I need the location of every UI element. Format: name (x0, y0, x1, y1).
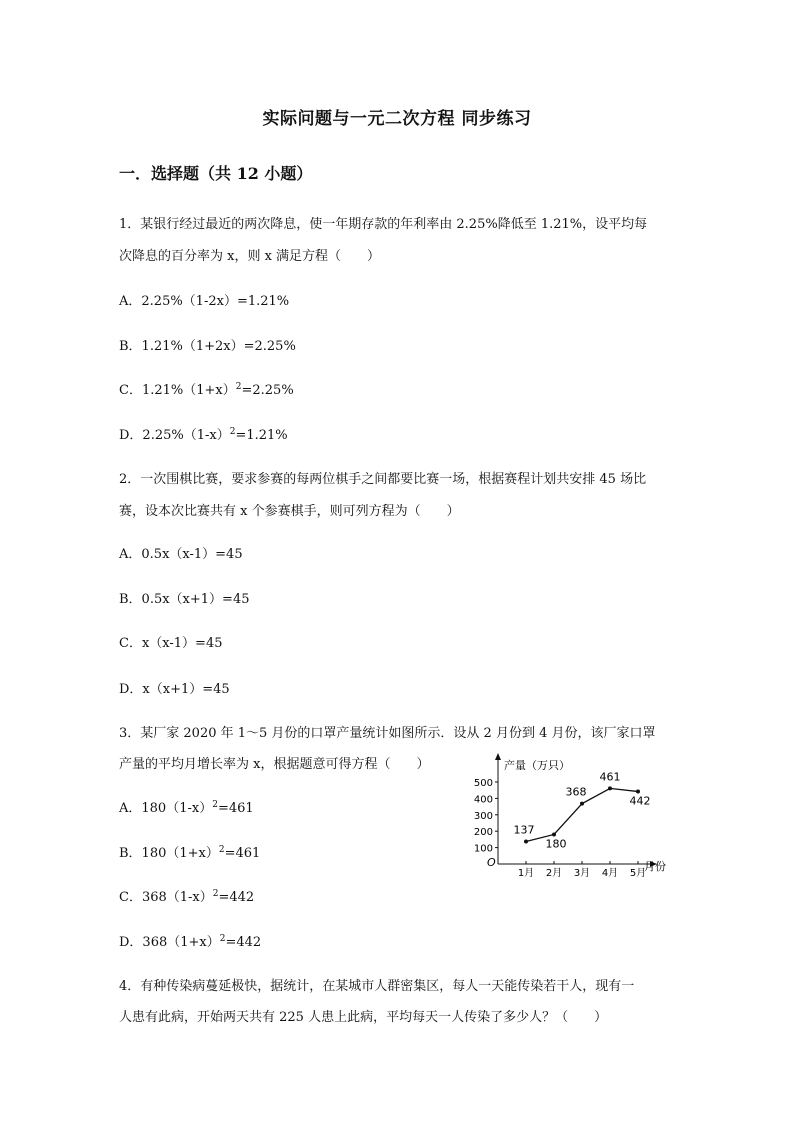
data-label: 180 (545, 837, 567, 851)
data-label: 137 (513, 823, 535, 837)
data-point (580, 802, 584, 806)
x-tick-label: 5月 (629, 868, 647, 877)
q1-option-a: A．2.25%（1-2x）=1.21% (119, 294, 290, 309)
y-axis-arrow (495, 753, 501, 760)
q1-option-b: B．1.21%（1+2x）=2.25% (119, 339, 296, 354)
origin-label: O (487, 856, 496, 869)
page-title: 实际问题与一元二次方程 同步练习 (262, 109, 532, 129)
y-tick-label: 200 (473, 827, 493, 839)
q1-option-d: D．$2.25\%(1-x)^2=1.21\%$ (119, 427, 288, 443)
x-tick-label: 2月 (545, 868, 563, 877)
data-point (608, 786, 612, 790)
x-axis-label: 月份 (644, 860, 666, 873)
y-tick-label: 300 (473, 810, 493, 822)
q3-stem-line2: 产量的平均月增长率为 x，根据题意可得方程（ ） (119, 757, 430, 772)
x-tick-label: 3月 (573, 868, 591, 877)
section-heading: 一．选择题（共 12 小题） (119, 164, 313, 183)
q1-stem-line2: 次降息的百分率为 x，则 x 满足方程（ ） (119, 249, 381, 264)
q3-option-d: D．$368(1+x)^2=442$ (119, 934, 262, 950)
q3-option-a: A．$180(1-x)^2=461$ (119, 800, 254, 816)
data-point (636, 790, 640, 794)
x-tick-label: 4月 (601, 868, 619, 877)
q2-option-b: B．0.5x（x+1）=45 (119, 592, 250, 607)
y-axis-label: 产量（万只） (504, 759, 570, 772)
q2-option-d: D．x（x+1）=45 (119, 682, 230, 697)
data-label: 368 (565, 785, 587, 799)
q2-option-a: A．0.5x（x-1）=45 (119, 547, 243, 562)
q3-option-b: B．$180(1+x)^2=461$ (119, 845, 261, 861)
y-tick-label: 500 (473, 778, 493, 789)
q1-option-c: C．$1.21\%(1+x)^2=2.25\%$ (119, 382, 294, 398)
y-tick-label: 100 (473, 843, 493, 855)
q3-stem-line1: 3．某厂家 2020 年 1～5 月份的口罩产量统计如图所示．设从 2 月份到 4 月份，该厂家口罩 (119, 726, 656, 741)
x-tick-label: 1月 (517, 868, 535, 877)
production-line-chart (462, 752, 682, 877)
data-label: 461 (599, 770, 621, 784)
q2-option-c: C．x（x-1）=45 (119, 636, 223, 651)
q4-stem-line2: 人患有此病，开始两天共有 225 人患上此病，平均每天一人传染了多少人？（ ） (119, 1010, 608, 1025)
data-label: 442 (629, 794, 651, 808)
q2-stem-line1: 2．一次围棋比赛，要求参赛的每两位棋手之间都要比赛一场，根据赛程计划共安排 45 场比 (119, 472, 647, 487)
y-tick-label: 400 (473, 794, 493, 806)
q2-stem-line2: 赛，设本次比赛共有 x 个参赛棋手，则可列方程为（ ） (119, 504, 460, 519)
q1-stem-line1: 1．某银行经过最近的两次降息，使一年期存款的年利率由 2.25%降低至 1.21%，设平均每 (119, 217, 648, 232)
q3-option-c: C．$368(1-x)^2=442$ (119, 889, 255, 905)
q4-stem-line1: 4．有种传染病蔓延极快，据统计，在某城市人群密集区，每人一天能传染若干人，现有一 (119, 979, 635, 994)
data-point (524, 840, 528, 844)
data-point (552, 832, 556, 836)
